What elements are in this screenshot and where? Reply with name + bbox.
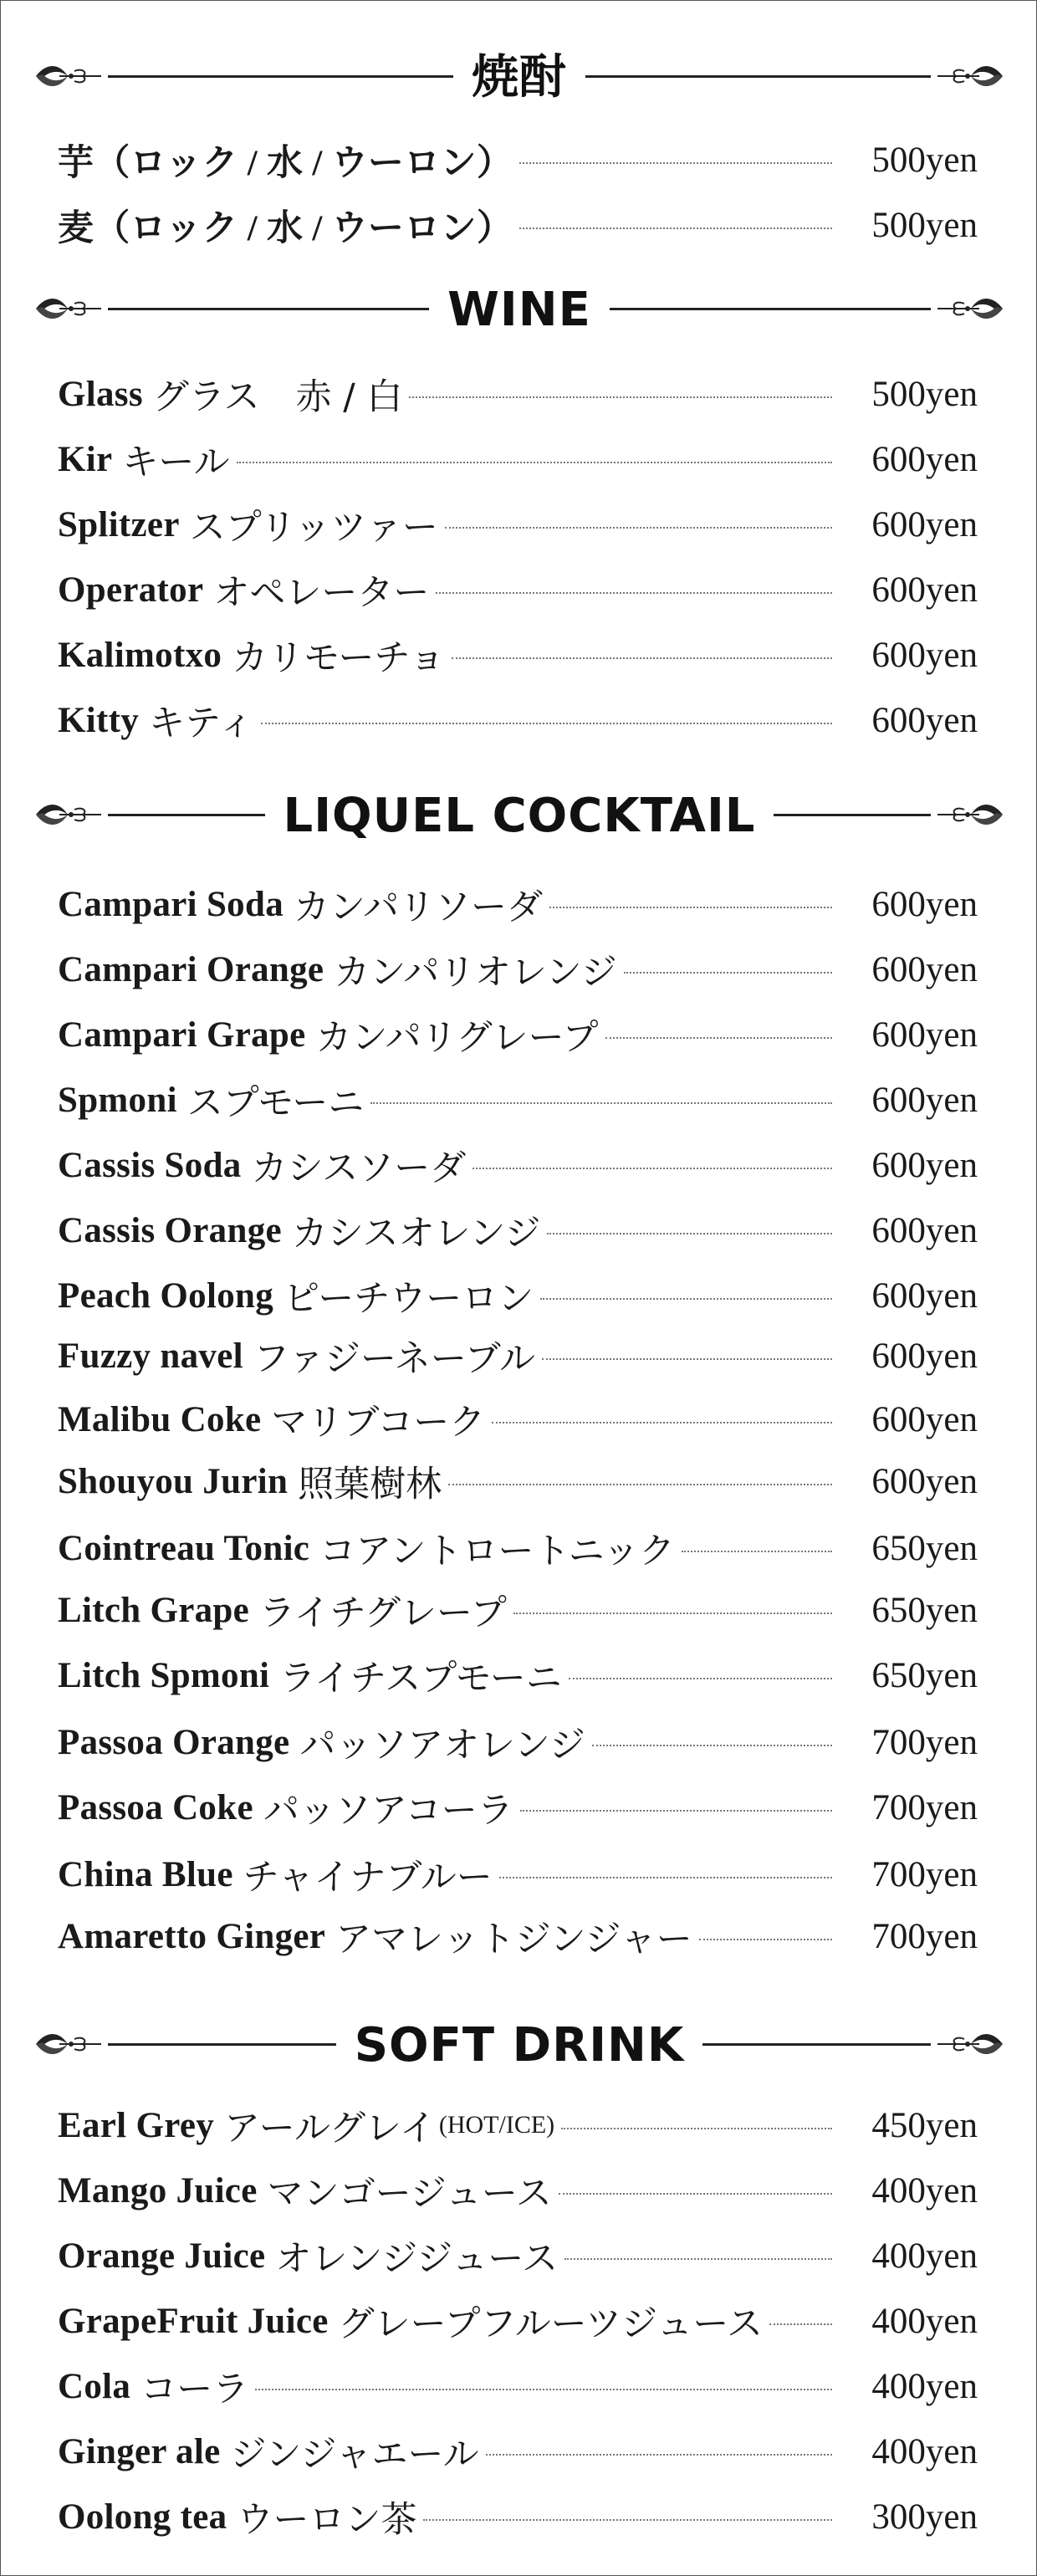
item-name: Kir bbox=[58, 439, 113, 479]
dotted-leader bbox=[423, 2519, 832, 2521]
item-name: Spmoni bbox=[58, 1080, 177, 1120]
item-name: 麦（ロック / 水 / ウーロン） bbox=[58, 208, 513, 248]
item-price: 700yen bbox=[871, 1787, 978, 1827]
menu-item bbox=[58, 1140, 978, 1190]
dotted-leader bbox=[255, 2389, 832, 2390]
menu-item bbox=[58, 1849, 978, 1899]
item-japanese-name: パッソアオレンジ bbox=[299, 1724, 585, 1766]
item-japanese-name: カンパリソーダ bbox=[294, 886, 543, 928]
item-name: Peach Oolong bbox=[58, 1275, 274, 1316]
item-price: 300yen bbox=[871, 2497, 978, 2537]
item-price: 600yen bbox=[871, 1210, 978, 1250]
item-japanese-name: カシスソーダ bbox=[251, 1147, 467, 1189]
item-price: 650yen bbox=[871, 1655, 978, 1695]
item-japanese-name: ウーロン茶 bbox=[237, 2498, 417, 2541]
item-japanese-name: ライチスプモーニ bbox=[279, 1657, 562, 1699]
section-title: WINE bbox=[429, 283, 610, 337]
item-price: 600yen bbox=[871, 570, 978, 610]
menu-item bbox=[58, 1009, 978, 1060]
dotted-leader bbox=[569, 1678, 832, 1679]
item-japanese-name: コーラ bbox=[140, 2368, 249, 2410]
item-japanese-name: 照葉樹林 bbox=[298, 1463, 442, 1505]
dotted-leader bbox=[409, 396, 832, 398]
menu-item bbox=[58, 434, 978, 484]
menu-item bbox=[58, 1456, 978, 1506]
section-title: LIQUEL COCKTAIL bbox=[265, 789, 774, 843]
item-price: 500yen bbox=[871, 205, 978, 245]
menu-item bbox=[58, 1911, 978, 1961]
item-japanese-name: アールグレイ bbox=[224, 2107, 436, 2149]
item-japanese-name: チャイナブルー bbox=[243, 1856, 493, 1899]
dotted-leader bbox=[540, 1298, 832, 1300]
section-header-shochu bbox=[34, 44, 1004, 111]
menu-item bbox=[58, 1523, 978, 1573]
section-header-wine bbox=[34, 277, 1004, 344]
item-name: Cointreau Tonic bbox=[58, 1528, 310, 1568]
item-price: 500yen bbox=[871, 140, 978, 180]
dotted-leader bbox=[261, 723, 832, 724]
dotted-leader bbox=[769, 2323, 832, 2325]
dotted-leader bbox=[448, 1484, 832, 1485]
dotted-leader bbox=[699, 1939, 832, 1940]
item-japanese-name: カリモーチョ bbox=[232, 636, 446, 679]
dotted-leader bbox=[561, 2128, 832, 2129]
item-price: 400yen bbox=[871, 2170, 978, 2211]
menu-item bbox=[58, 1650, 978, 1700]
dotted-leader bbox=[492, 1422, 832, 1423]
dotted-leader bbox=[564, 2258, 832, 2260]
section-header-soft bbox=[34, 2012, 1004, 2079]
dotted-leader bbox=[445, 527, 832, 529]
dotted-leader bbox=[473, 1168, 832, 1169]
flourish-ornament-icon bbox=[936, 59, 1004, 93]
dotted-leader bbox=[519, 227, 832, 229]
item-price: 600yen bbox=[871, 1080, 978, 1120]
dotted-leader bbox=[559, 2193, 832, 2195]
menu-item bbox=[58, 369, 978, 419]
item-japanese-name: スプリッツァー bbox=[189, 506, 438, 549]
item-name: Litch Spmoni bbox=[58, 1655, 270, 1695]
item-japanese-name: マリブコーク bbox=[271, 1401, 486, 1444]
item-price: 600yen bbox=[871, 1399, 978, 1439]
dotted-leader bbox=[519, 162, 832, 164]
item-name: Campari Grape bbox=[58, 1015, 306, 1055]
item-name: China Blue bbox=[58, 1854, 233, 1894]
item-japanese-name: カシスオレンジ bbox=[291, 1212, 541, 1255]
menu-item bbox=[58, 499, 978, 549]
menu-item bbox=[58, 1585, 978, 1635]
item-japanese-name: アマレットジンジャー bbox=[335, 1918, 692, 1960]
item-name: Kalimotxo bbox=[58, 635, 222, 675]
item-japanese-name: グラス 赤 / 白 bbox=[152, 376, 403, 418]
item-japanese-name: ライチグレープ bbox=[259, 1592, 507, 1634]
item-price: 600yen bbox=[871, 635, 978, 675]
item-name: Operator bbox=[58, 570, 204, 610]
menu-item bbox=[58, 135, 978, 185]
dotted-leader bbox=[237, 462, 832, 463]
dotted-leader bbox=[436, 592, 832, 594]
flourish-ornament-icon bbox=[936, 2027, 1004, 2061]
item-name: Malibu Coke bbox=[58, 1399, 262, 1439]
item-price: 700yen bbox=[871, 1722, 978, 1762]
item-name: 芋（ロック / 水 / ウーロン） bbox=[58, 143, 513, 183]
item-price: 400yen bbox=[871, 2301, 978, 2341]
item-japanese-name: カンパリオレンジ bbox=[334, 951, 617, 994]
item-name: Ginger ale bbox=[58, 2431, 221, 2471]
flourish-ornament-icon bbox=[936, 292, 1004, 325]
menu-item bbox=[58, 944, 978, 994]
item-name: Shouyou Jurin bbox=[58, 1461, 289, 1501]
item-name: Kitty bbox=[58, 700, 140, 740]
item-japanese-name: コアントロートニック bbox=[319, 1530, 676, 1572]
item-price: 600yen bbox=[871, 884, 978, 924]
dotted-leader bbox=[682, 1551, 832, 1552]
menu-item bbox=[58, 1331, 978, 1381]
menu-item bbox=[58, 2165, 978, 2216]
item-name: Litch Grape bbox=[58, 1590, 250, 1630]
item-price: 600yen bbox=[871, 700, 978, 740]
dotted-leader bbox=[592, 1745, 832, 1746]
dotted-leader bbox=[452, 657, 832, 659]
item-name: Oolong tea bbox=[58, 2497, 227, 2537]
item-price: 600yen bbox=[871, 1015, 978, 1055]
item-name: Orange Juice bbox=[58, 2236, 266, 2276]
item-japanese-name: キール bbox=[122, 441, 230, 483]
item-name: Fuzzy navel bbox=[58, 1336, 243, 1376]
menu-item bbox=[58, 1205, 978, 1255]
menu-item bbox=[58, 200, 978, 250]
menu-item bbox=[58, 2426, 978, 2476]
menu-item bbox=[58, 695, 978, 745]
menu-item bbox=[58, 2361, 978, 2411]
dotted-leader bbox=[549, 907, 832, 908]
item-japanese-name: グレープフルーツジュース bbox=[338, 2303, 764, 2345]
menu-item bbox=[58, 1782, 978, 1832]
item-price: 650yen bbox=[871, 1590, 978, 1630]
dotted-leader bbox=[547, 1233, 832, 1234]
dotted-leader bbox=[499, 1877, 832, 1878]
menu-item bbox=[58, 1394, 978, 1444]
item-price: 600yen bbox=[871, 439, 978, 479]
menu-item bbox=[58, 2296, 978, 2346]
menu-item bbox=[58, 2231, 978, 2281]
menu-item bbox=[58, 1075, 978, 1125]
item-name: Amaretto Ginger bbox=[58, 1916, 326, 1956]
item-price: 400yen bbox=[871, 2431, 978, 2471]
item-price: 450yen bbox=[871, 2105, 978, 2145]
section-title: SOFT DRINK bbox=[336, 2018, 703, 2073]
dotted-leader bbox=[624, 972, 832, 974]
item-name: Cola bbox=[58, 2366, 131, 2406]
item-name: Passoa Orange bbox=[58, 1722, 290, 1762]
item-price: 700yen bbox=[871, 1854, 978, 1894]
section-header-liquel bbox=[34, 783, 1004, 850]
item-name: Mango Juice bbox=[58, 2170, 258, 2211]
item-price: 600yen bbox=[871, 504, 978, 544]
flourish-ornament-icon bbox=[936, 798, 1004, 831]
item-price: 600yen bbox=[871, 949, 978, 989]
item-japanese-name: マンゴージュース bbox=[267, 2172, 552, 2215]
item-japanese-name: パッソアコーラ bbox=[263, 1789, 513, 1832]
dotted-leader bbox=[520, 1810, 832, 1812]
item-note: (HOT/ICE) bbox=[438, 2111, 555, 2139]
item-name: Splitzer bbox=[58, 504, 180, 544]
item-price: 700yen bbox=[871, 1916, 978, 1956]
item-name: Campari Orange bbox=[58, 949, 324, 989]
menu-item bbox=[58, 1717, 978, 1767]
item-name: Earl Grey bbox=[58, 2105, 215, 2145]
dotted-leader bbox=[605, 1037, 833, 1039]
item-japanese-name: オレンジジュース bbox=[275, 2237, 559, 2280]
dotted-leader bbox=[513, 1613, 832, 1614]
item-japanese-name: キティ bbox=[149, 702, 254, 744]
menu-item bbox=[58, 565, 978, 615]
dotted-leader bbox=[542, 1358, 832, 1360]
item-price: 650yen bbox=[871, 1528, 978, 1568]
menu-item bbox=[58, 1270, 978, 1321]
item-japanese-name: スプモーニ bbox=[186, 1081, 365, 1124]
item-japanese-name: ファジーネーブル bbox=[253, 1337, 535, 1380]
item-name: GrapeFruit Juice bbox=[58, 2301, 329, 2341]
menu-item bbox=[58, 879, 978, 929]
item-name: Cassis Orange bbox=[58, 1210, 282, 1250]
item-name: Passoa Coke bbox=[58, 1787, 253, 1827]
dotted-leader bbox=[370, 1102, 832, 1104]
item-name: Cassis Soda bbox=[58, 1145, 242, 1185]
menu-item bbox=[58, 2492, 978, 2542]
item-price: 600yen bbox=[871, 1461, 978, 1501]
item-price: 600yen bbox=[871, 1145, 978, 1185]
menu-item bbox=[58, 630, 978, 680]
item-price: 400yen bbox=[871, 2366, 978, 2406]
item-price: 400yen bbox=[871, 2236, 978, 2276]
item-japanese-name: カンパリグレープ bbox=[315, 1016, 599, 1059]
item-japanese-name: オペレーター bbox=[213, 571, 430, 614]
item-japanese-name: ジンジャエール bbox=[230, 2433, 479, 2476]
item-japanese-name: ピーチウーロン bbox=[284, 1277, 534, 1320]
item-price: 600yen bbox=[871, 1336, 978, 1376]
dotted-leader bbox=[486, 2454, 832, 2456]
item-name: Campari Soda bbox=[58, 884, 284, 924]
section-title: 焼酎 bbox=[453, 50, 585, 105]
item-name: Glass bbox=[58, 374, 143, 414]
menu-item bbox=[58, 2100, 978, 2150]
item-price: 500yen bbox=[871, 374, 978, 414]
item-price: 600yen bbox=[871, 1275, 978, 1316]
